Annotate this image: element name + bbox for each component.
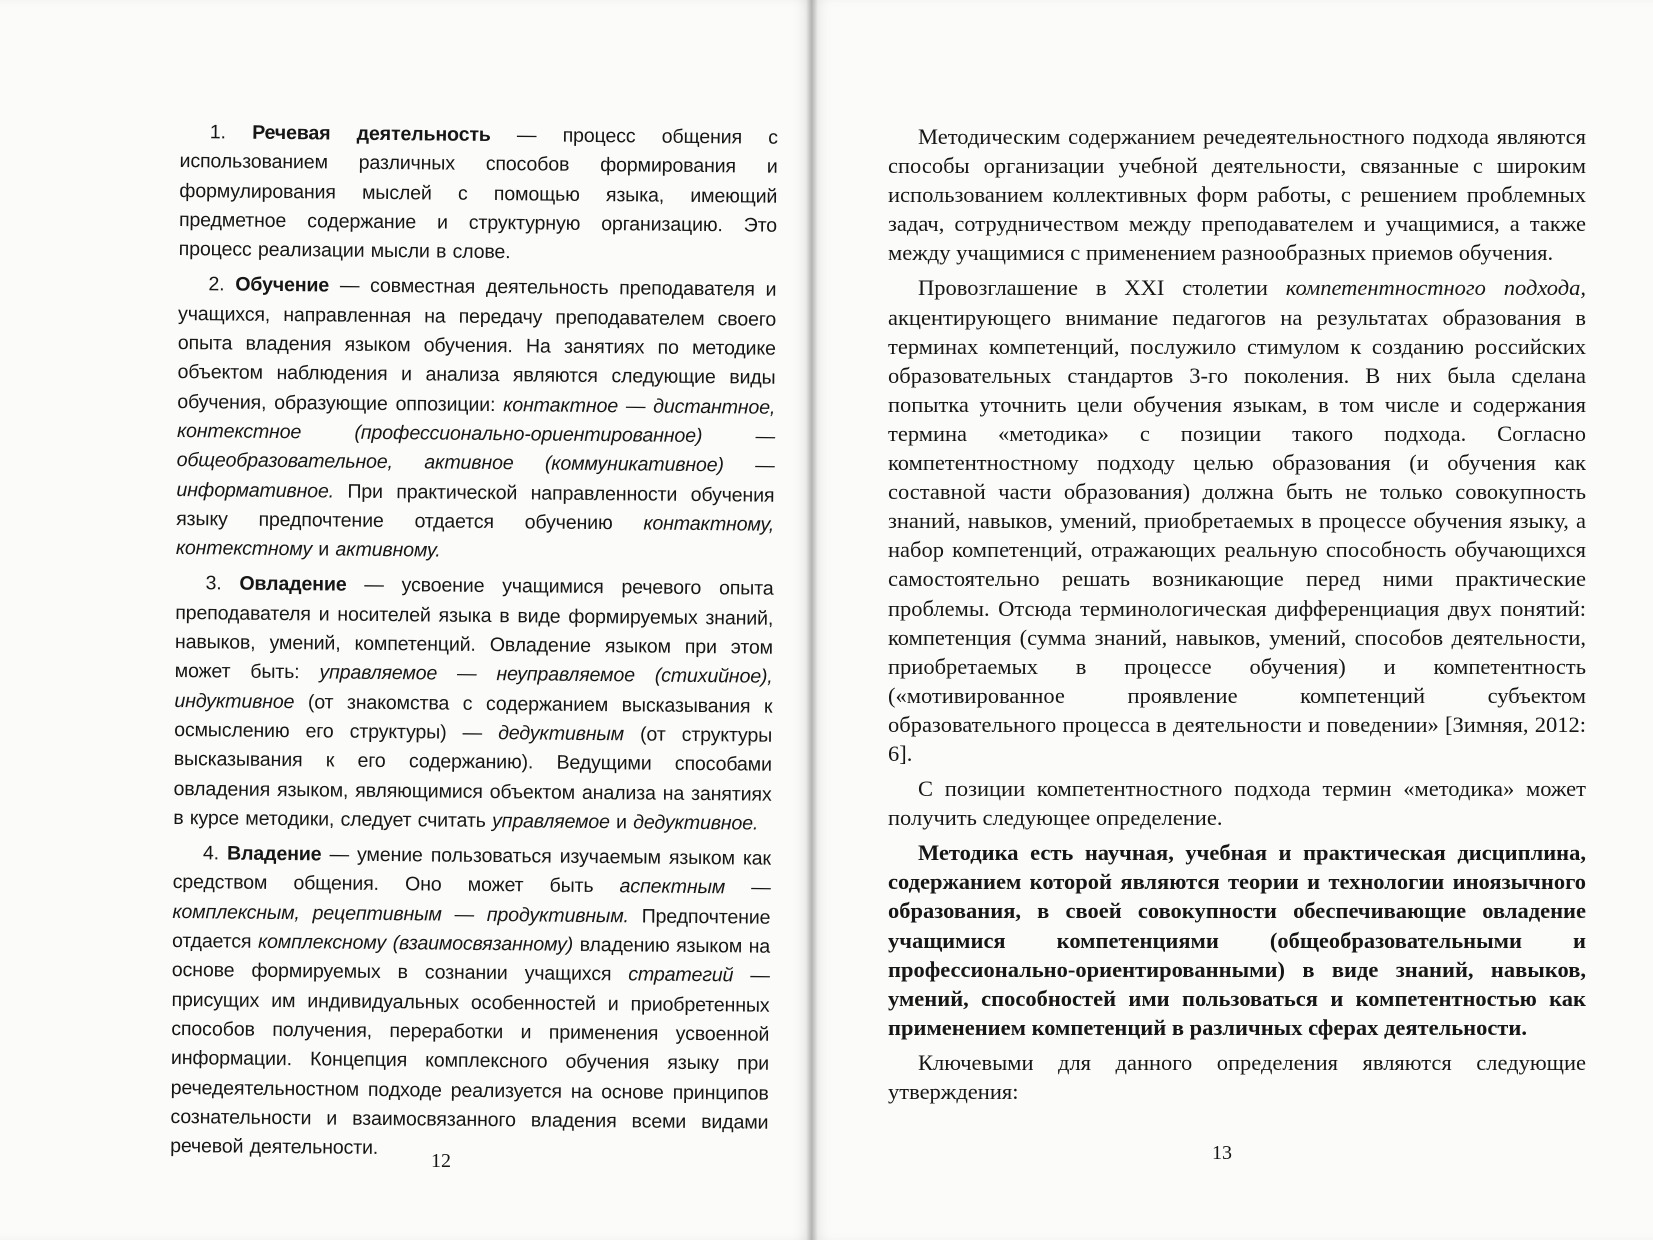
list-item: 2. Обучение — совместная деятельность преподавателя и учащихся, направленная на передачу преподавателем своего опыта владения языком обучения. На занятиях по методике объектом наблюдения и анализа являются следующие виды обучения, образующие оппозиции: контактное — дистантное, контекстное (профессионально-ориентированное) — общеобразовательное, активное (коммуникативное) — информативное. При практической направленности обучения языку предпочтение отдается обучению контактному, контекстному и активному. <box>175 273 777 562</box>
right-page <box>812 0 1653 1240</box>
term: Владение <box>226 842 322 866</box>
left-page <box>0 0 812 1240</box>
book-gutter <box>806 0 818 1240</box>
page-number: 12 <box>431 1150 451 1172</box>
term: Обучение <box>235 274 330 297</box>
right-page-text <box>888 122 1586 1112</box>
paragraph: Ключевыми для данного определения являются следующие утверждения: <box>888 1049 1586 1104</box>
paragraph: С позиции компетентностного подхода термин «методика» может получить следующее определение. <box>888 776 1586 831</box>
paragraph: Провозглашение в XXI столетии компетентностного подхода, акцентирующего внимание педагогов на результатах образования в терминах компетенций, послужило стимулом к созданию российских образовательных стандартов 3-го поколения. В них была сделана попытка уточнить цели обучения языкам, в том числе и содержания термина «методика» с позиции такого подхода. Согласно компетентностному подходу целью образования (и обучения как составной части образования) должна быть не только совокупность знаний, навыков, умений, приобретаемых в процессе обучения языку, а набор компетенций, отражающих реальную способность обучающихся самостоятельно решать возникающие перед ними практические проблемы. Отсюда терминологическая дифференциация двух понятий: компетенция (сумма знаний, навыков, умений, способов деятельности, приобретаемых в процессе обучения) и компетентность («мотивированное проявление компетенций субъектом образовательного процесса в деятельности и поведении» [Зимняя, 2012: 6]. <box>888 275 1586 766</box>
list-item: 4. Владение — умение пользоваться изучаемым языком как средством общения. Оно может быть аспектным — комплексным, рецептивным — продуктивным. Предпочтение отдается комплексному (взаимосвязанному) владению языком на основе формируемых в сознании учащихся стратегий — присущих им индивидуальных особенностей и приобретенных способов получения, переработки и применения усвоенной информации. Концепция комплексного обучения языку при речедеятельностном подходе реализуется на основе принципов сознательности и взаимосвязанного владения всеми видами речевой деятельности. <box>170 842 772 1160</box>
list-item: 3. Овладение — усвоение учащимися речевого опыта преподавателя и носителей языка в виде формируемых знаний, навыков, умений, компетенций. Овладение языком при этом может быть: управляемое — неуправляемое (стихийное), индуктивное (от знакомства с содержанием высказывания к осмыслению его структуры) — дедуктивным (от структуры высказывания к его содержанию). Ведущими способами овладения языком, являющимися объектом анализа на занятиях в курсе методики, следует считать управляемое и дедуктивное. <box>173 572 774 835</box>
term: Речевая деятельность <box>252 121 491 146</box>
page-number: 13 <box>1212 1142 1232 1164</box>
list-item: 1. Речевая деятельность — процесс общения с использованием различных способов формирования и формулирования мыслей с помощью языка, имеющий предметное содержание и структурную организацию. Это процесс реализации мысли в слове. <box>178 121 778 264</box>
term: Овладение <box>239 573 347 597</box>
left-page-text <box>170 118 778 1173</box>
paragraph: Методическим содержанием речедеятельностного подхода являются способы организации учебной деятельности, связанные с широким использованием коллективных форм работы, с решением проблемных задач, сотрудничеством между преподавателем и учащимися, а также между учащимися с применением разнообразных приемов обучения. <box>888 124 1586 266</box>
definition: Методика есть научная, учебная и практическая дисциплина, содержанием которой являются теории и технологии иноязычного образования, в своей совокупности обеспечивающие овладение учащимися компетенциями (общеобразовательными и профессионально-ориентированными) в виде знаний, навыков, умений, способностей ими пользоваться и компетентностью как применением компетенций в различных сферах деятельности. <box>888 840 1586 1040</box>
